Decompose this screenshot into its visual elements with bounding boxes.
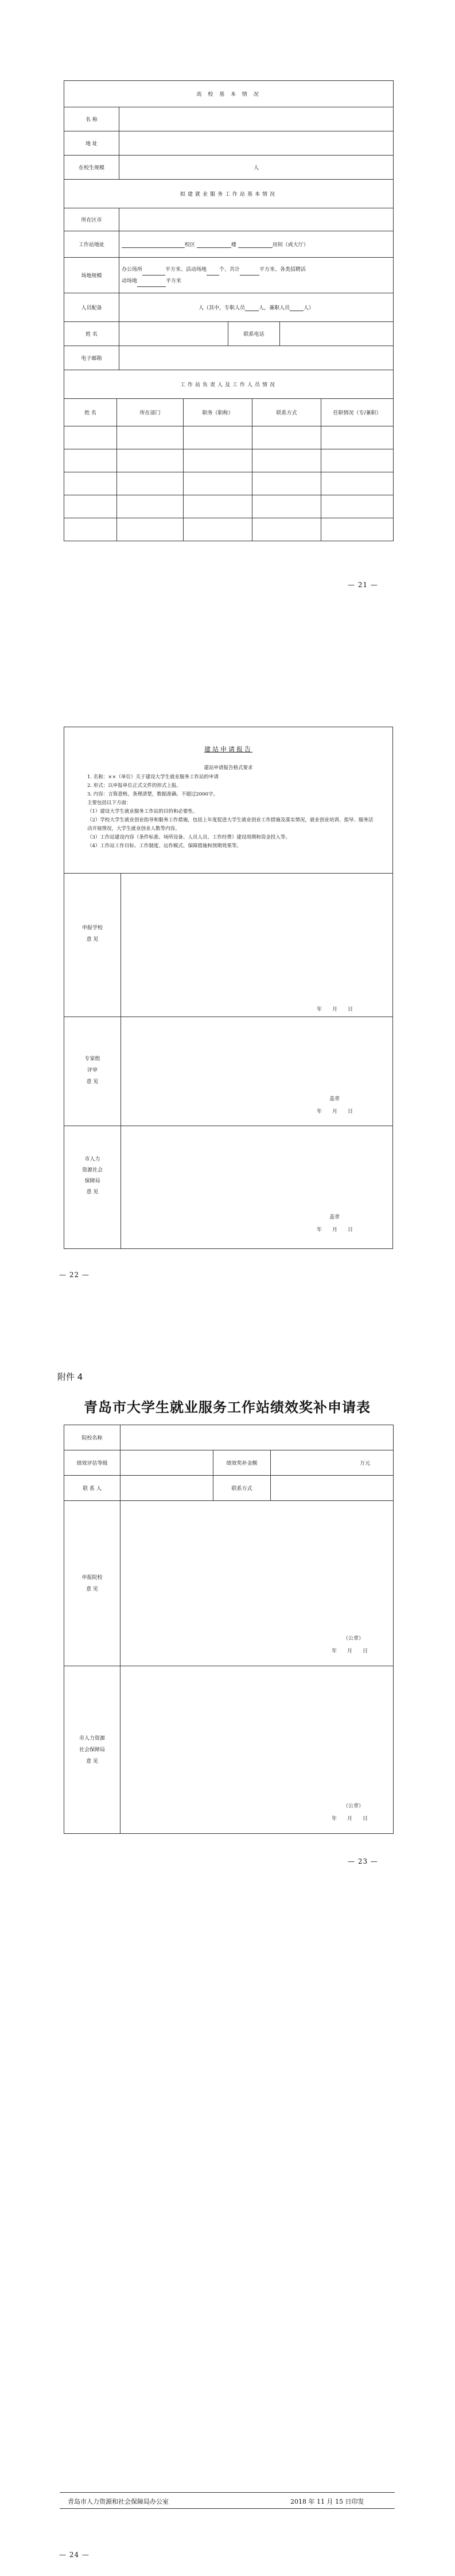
school-opinion-date: 年 月 日 xyxy=(317,1007,353,1012)
enrollment-label: 在校生规模 xyxy=(64,156,119,180)
report-title: 建站申请报告 xyxy=(204,746,252,753)
school-name-label: 院校名称 xyxy=(64,1425,120,1450)
bureau-opinion-value[interactable] xyxy=(120,1666,394,1834)
phone-value[interactable] xyxy=(280,322,394,346)
table-row[interactable] xyxy=(64,449,394,472)
amount-unit: 万元 xyxy=(359,1461,370,1467)
divider xyxy=(60,2508,395,2509)
page-22 xyxy=(0,631,455,1279)
table-row[interactable] xyxy=(64,518,394,541)
name-value[interactable] xyxy=(119,107,394,131)
col-name: 姓 名 xyxy=(64,399,117,426)
amount-label: 绩效奖补金额 xyxy=(213,1450,271,1476)
requirement-item: （4）工作站工作目标、工作制度、运作模式、保障措施和预期效果等。 xyxy=(87,843,242,849)
requirement-item: （3）工作站建设内容（条件标准、场所设备、人员人员、工作经费）建设周期和资金投入等。 xyxy=(87,835,290,840)
col-position: 职务（职称） xyxy=(184,399,252,426)
school-info-title: 高 校 基 本 情 况 xyxy=(64,81,394,107)
divider xyxy=(60,2492,395,2493)
requirement-item: （1）建设大学生就业服务工作站的目的和必要性。 xyxy=(87,809,198,814)
col-contact: 联系方式 xyxy=(252,399,321,426)
bureau-opinion-label: 市人力资源 社会保障局 意 见 xyxy=(64,1666,120,1834)
report-requirements xyxy=(87,773,374,851)
school-info-table xyxy=(64,80,394,370)
table-row[interactable] xyxy=(64,495,394,518)
bureau-seal: 盖章 xyxy=(329,1215,340,1220)
site-scale-label: 场地规模 xyxy=(64,258,119,293)
expert-opinion-label: 专家组 评审 意 见 xyxy=(84,1056,100,1085)
bureau-seal: （公章） xyxy=(343,1803,364,1809)
staffing-value[interactable]: 人（其中，专职人员 人，兼职人员 人） xyxy=(119,293,394,322)
page-24 xyxy=(0,1923,455,2576)
attachment-label: 附件 4 xyxy=(57,1372,83,1382)
station-address-label: 工作站地址 xyxy=(64,231,119,258)
expert-opinion-date: 年 月 日 xyxy=(317,1109,353,1115)
bureau-opinion-date: 年 月 日 xyxy=(317,1227,353,1233)
contact-name-label: 姓 名 xyxy=(64,322,119,346)
table-row[interactable] xyxy=(64,426,394,449)
page-23 xyxy=(0,1274,455,1923)
report-subtitle: 建站申请报告格式要求 xyxy=(204,765,253,771)
requirement-item: 主要包括以下方面： xyxy=(87,800,131,806)
name-label: 名 称 xyxy=(64,107,119,131)
contact-method-value[interactable] xyxy=(271,1476,394,1501)
amount-value[interactable] xyxy=(271,1450,394,1476)
school-date: 年 月 日 xyxy=(332,1648,368,1654)
requirement-item: 2. 形式：以申报单位正式文件的形式上报。 xyxy=(87,783,181,789)
school-opinion-label: 申报院校 意 见 xyxy=(64,1501,120,1666)
page-number: — 21 — xyxy=(348,581,378,589)
address-value[interactable] xyxy=(119,131,394,156)
staff-section-title: 工作站负责人及工作人员情况 xyxy=(64,370,394,399)
issuer: 青岛市人力资源和社会保障局办公室 xyxy=(68,2498,169,2505)
issue-date: 2018 年 11 月 15 日印发 xyxy=(290,2498,364,2505)
station-address-value[interactable]: 校区 楼 房间（或大厅） xyxy=(119,231,394,258)
page-number: — 22 — xyxy=(59,1271,90,1279)
school-name-value[interactable] xyxy=(120,1425,394,1450)
performance-award-table xyxy=(64,1425,394,1834)
bureau-date: 年 月 日 xyxy=(332,1816,368,1822)
contact-method-label: 联系方式 xyxy=(213,1476,271,1501)
station-section-title: 拟建就业服务工作站基本情况 xyxy=(64,180,394,208)
expert-seal: 盖章 xyxy=(329,1096,340,1102)
grade-label: 绩效评估等级 xyxy=(64,1450,120,1476)
requirement-item: 3. 内容：言简意赅，条理清楚，数据准确。不超过2000字。 xyxy=(87,792,218,797)
phone-label: 联系电话 xyxy=(228,322,280,346)
form-title: 青岛市大学生就业服务工作站绩效奖补申请表 xyxy=(84,1399,371,1415)
opinion-label-column-divider xyxy=(120,873,121,1248)
contact-name-value[interactable] xyxy=(119,322,228,346)
district-value[interactable] xyxy=(119,208,394,231)
contact-person-value[interactable] xyxy=(120,1476,213,1501)
grade-value[interactable] xyxy=(120,1450,213,1476)
report-frame xyxy=(64,727,393,1249)
enrollment-value[interactable]: 人 xyxy=(119,156,394,180)
requirement-item: 1. 名称：××（单位）关于建设大学生就业服务工作站的申请 xyxy=(87,774,219,780)
site-scale-value[interactable]: 办公场所 平方米、活动场地 个、共计 平方米、各类招聘活 动场地 平方米 xyxy=(119,258,394,293)
col-role: 任职情况（专/兼职） xyxy=(321,399,394,426)
page-number: — 24 — xyxy=(59,2551,90,2559)
school-opinion-value[interactable] xyxy=(120,1501,394,1666)
staffing-label: 人员配备 xyxy=(64,293,119,322)
col-department: 所在部门 xyxy=(117,399,184,426)
school-seal: （公章） xyxy=(343,1636,364,1642)
page-21 xyxy=(0,0,455,631)
district-label: 所在区市 xyxy=(64,208,119,231)
address-label: 地 址 xyxy=(64,131,119,156)
requirement-item: （2）学校大学生就业创业指导和服务工作措施，包括上年度促进大学生就业创业工作措施及落实情况，就业创业培训、指导、服务活动开展情况，大学生就业创业人数等内容。 xyxy=(87,817,374,832)
divider xyxy=(64,873,392,874)
staff-table xyxy=(64,370,394,541)
bureau-opinion-label: 市人力 资源社会 保障局 意 见 xyxy=(81,1157,103,1195)
contact-person-label: 联 系 人 xyxy=(64,1476,120,1501)
table-row[interactable] xyxy=(64,472,394,495)
email-label: 电子邮箱 xyxy=(64,346,119,370)
school-opinion-label: 申报学校 意 见 xyxy=(81,925,103,942)
email-value[interactable] xyxy=(119,346,394,370)
page-number: — 23 — xyxy=(348,1857,378,1865)
